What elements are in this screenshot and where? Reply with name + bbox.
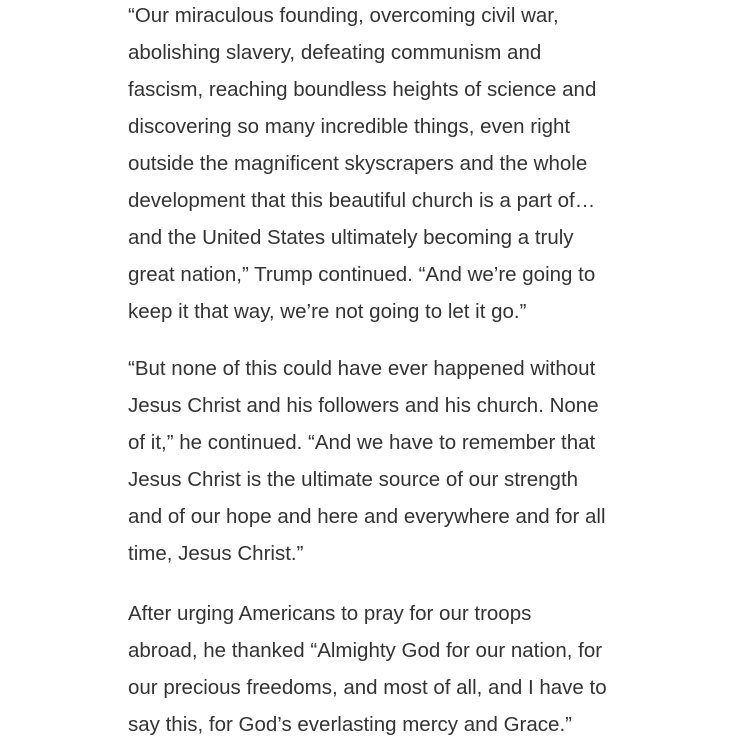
text-line: discovering so many incredible things, even right	[128, 115, 571, 138]
text-line: great nation,” Trump continued. “And we’re going to	[128, 263, 596, 286]
text-line: Jesus Christ is the ultimate source of our strength	[128, 468, 579, 491]
text-line: abroad, he thanked “Almighty God for our nation, for	[128, 639, 603, 662]
article-paragraph	[128, 595, 607, 743]
text-line: our precious freedoms, and most of all, and I have to	[128, 676, 607, 699]
text-line: and of our hope and here and everywhere and for all	[128, 505, 606, 528]
text-line: fascism, reaching boundless heights of science and	[128, 78, 597, 101]
text-line: outside the magnificent skyscrapers and the whole	[128, 152, 588, 175]
text-line: say this, for God’s everlasting mercy and Grace.”	[128, 713, 572, 736]
text-line: After urging Americans to pray for our troops	[128, 602, 532, 625]
text-line: Jesus Christ and his followers and his church. None	[128, 394, 599, 417]
text-line: “But none of this could have ever happened without	[128, 357, 596, 380]
article-paragraph	[128, 0, 596, 330]
text-line: keep it that way, we’re not going to let it go.”	[128, 300, 527, 323]
text-line: of it,” he continued. “And we have to remember that	[128, 431, 596, 454]
text-line: abolishing slavery, defeating communism and	[128, 41, 542, 64]
text-line: “Our miraculous founding, overcoming civil war,	[128, 4, 559, 27]
text-line: time, Jesus Christ.”	[128, 542, 304, 565]
text-line: and the United States ultimately becoming a truly	[128, 226, 574, 249]
text-line: development that this beautiful church is a part of…	[128, 189, 596, 212]
article-paragraph	[128, 350, 606, 572]
